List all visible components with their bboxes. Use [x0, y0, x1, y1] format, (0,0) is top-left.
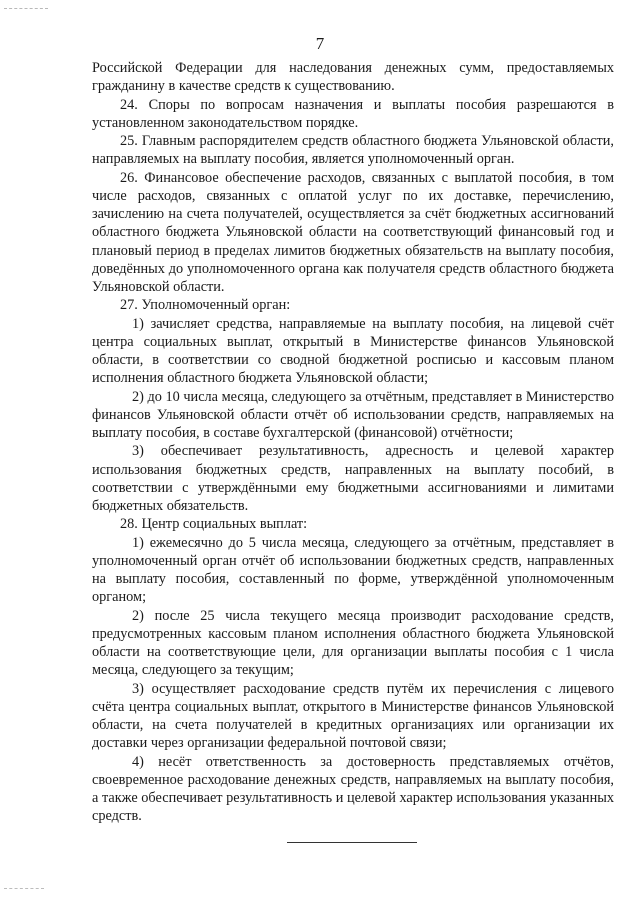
paragraph-28-item-1: 1) ежемесячно до 5 числа месяца, следующего за отчётным, представляет в уполномоченный орган отчёт об использовании бюджетных средств, направленных на выплату пособия, составленный по форме, утверждённой уполномоченным органом;: [92, 534, 614, 606]
paragraph-25: 25. Главным распорядителем средств областного бюджета Ульяновской области, направляемых на выплату пособия, является уполномоченный орган.: [92, 133, 614, 168]
paragraph-27-item-3: 3) обеспечивает результативность, адресность и целевой характер использования бюджетных средств, направленных на выплату пособий, в соответствии с утверждёнными ему бюджетными ассигнованиями и лимитами бюджетных обязательств.: [92, 443, 614, 514]
paragraph-27-item-1: 1) зачисляет средства, направляемые на выплату пособия, на лицевой счёт центра социальных выплат, открытый в Министерстве финансов Ульяновской области, в соответствии со сводной бюджетной росписью и кассовым планом исполнения областного бюджета Ульяновской области;: [92, 315, 614, 387]
paragraph-28-item-2: 2) после 25 числа текущего месяца производит расходование средств, предусмотренных кассовым планом исполнения областного бюджета Ульяновской области на соответствующие цели, для организации выплаты пособия с 1 числа месяца, следующего за текущим;: [92, 607, 614, 679]
paragraph-24: 24. Споры по вопросам назначения и выплаты пособия разрешаются в установленном законодательством порядке.: [92, 96, 614, 131]
scan-edge-mark-top: [4, 8, 48, 9]
page-number: 7: [315, 34, 325, 53]
scan-edge-mark-bottom: [4, 888, 44, 889]
document-body: [92, 59, 614, 826]
paragraph-26: 26. Финансовое обеспечение расходов, связанных с выплатой пособия, в том числе расходов, связанных с оплатой услуг по их доставке, перечислению, зачислению на счета получателей, осуществляется за счёт бюджетных ассигнований областного бюджета Ульяновской области на соответствующий финансовый год и плановый период в пределах лимитов бюджетных обязательств на выплату пособия, доведённых до уполномоченного органа как получателя средств областного бюджета Ульяновской области.: [92, 169, 614, 295]
paragraph-28-item-3: 3) осуществляет расходование средств путём их перечисления с лицевого счёта центра социальных выплат, открытого в Министерстве финансов Ульяновской области, на счета получателей в кредитных организациях или организации их доставки через организации федеральной почтовой связи;: [92, 680, 614, 752]
paragraph-27: 27. Уполномоченный орган:: [120, 297, 291, 314]
paragraph-continuation: Российской Федерации для наследования денежных сумм, предоставляемых гражданину в качестве средств к существованию.: [92, 60, 614, 95]
end-of-document-line: [287, 842, 417, 843]
paragraph-28: 28. Центр социальных выплат:: [120, 516, 308, 533]
paragraph-27-item-2: 2) до 10 числа месяца, следующего за отчётным, представляет в Министерство финансов Ульяновской области отчёт об использовании средств, направляемых на выплату пособия, в составе бухгалтерской (финансовой) отчётности;: [92, 388, 615, 441]
paragraph-28-item-4: 4) несёт ответственность за достоверность представляемых отчётов, своевременное расходование денежных средств, направляемых на выплату пособия, а также обеспечивает результативность и целевой характер использования указанных средств.: [92, 753, 614, 825]
